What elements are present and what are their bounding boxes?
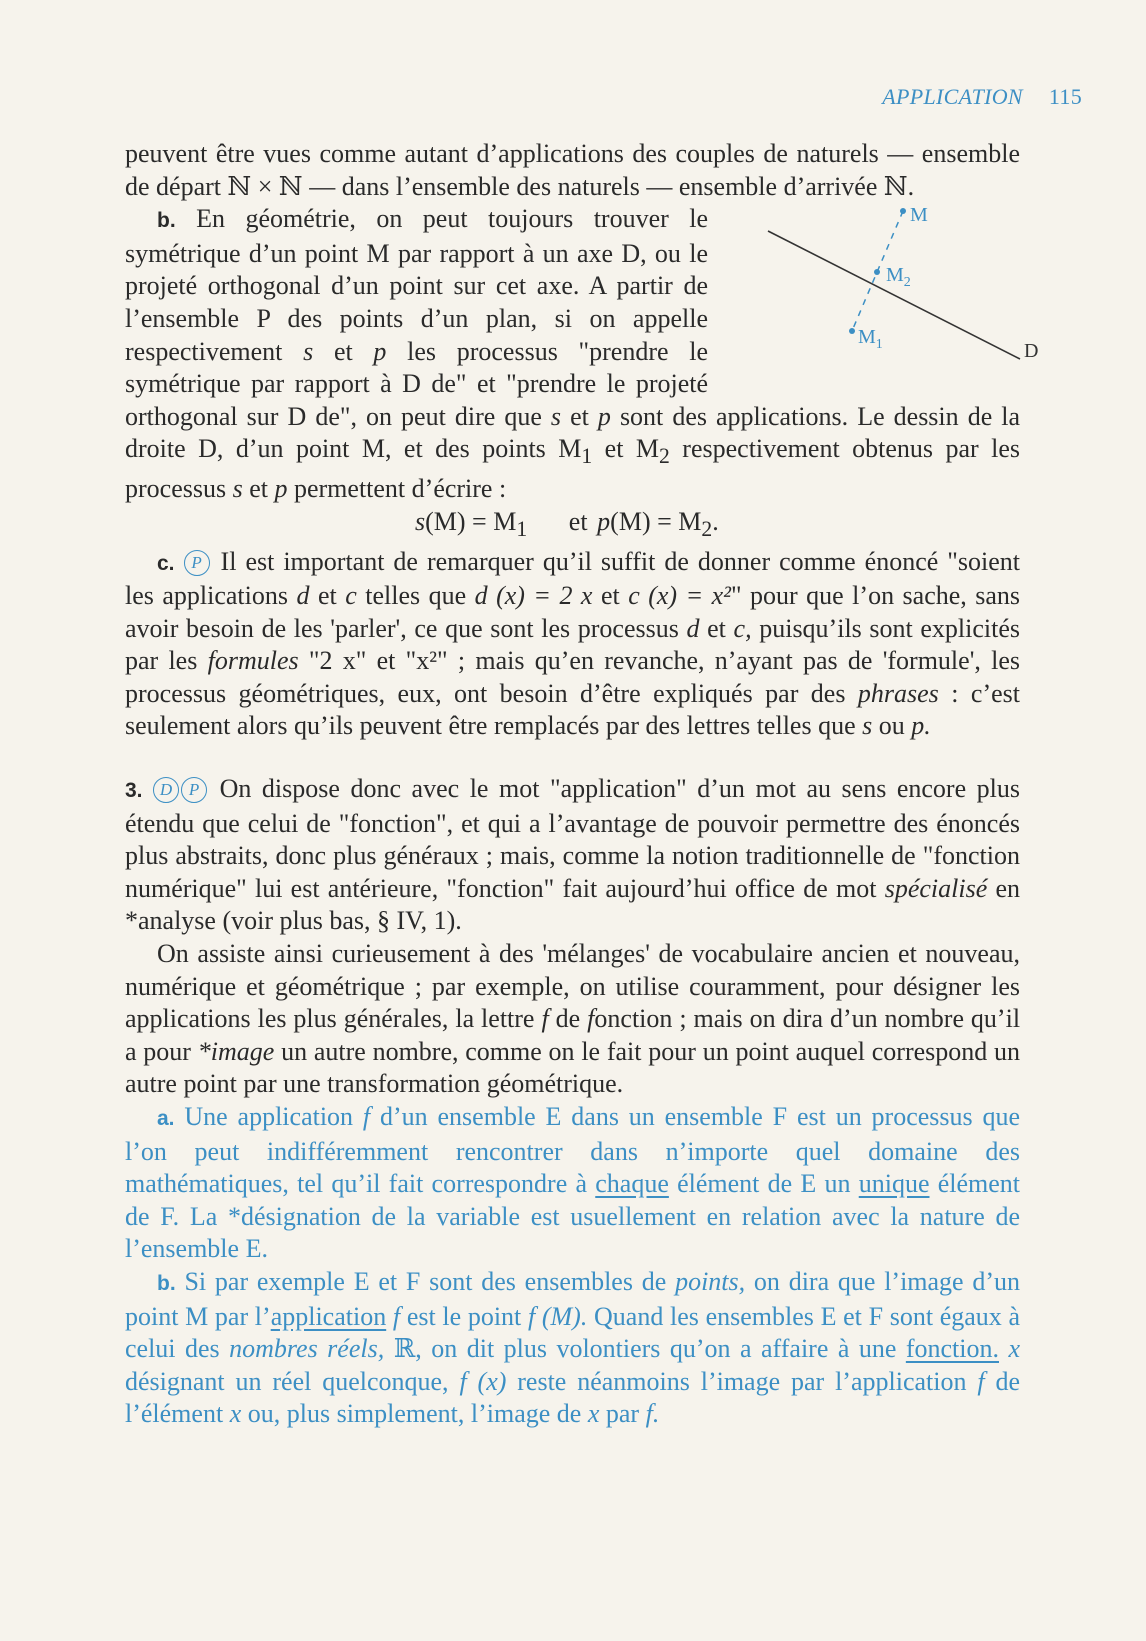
definition-a: a. Une application f d’un ensemble E dans un ensemble F est un processus que l’on peut indifféremment rencontrer dans n’importe quel domaine des mathématiques, tel qu’il fait correspondre à chaque élément de E un unique élément de F. La *désignation de la variable est usuellement en relation avec la nature de l’ensemble E. [125, 1102, 1021, 1264]
link-application[interactable]: application [270, 1301, 387, 1331]
page-body [125, 138, 1039, 1431]
running-header [882, 84, 1082, 110]
item-label: b. [157, 209, 176, 233]
definition-b: b. Si par exemple E et F sont des ensembles de points, on dira que l’image d’un point M par l’application f est le point f (M). Quand les ensembles E et F sont égaux à celui des nombres réels, ℝ, on dit plus volontiers qu’on a affaire à une fonction. x désignant un réel quelconque, f (x) reste néanmoins l’image par l’application f de l’élément x ou, plus simplement, l’image de x par f. [125, 1266, 1021, 1429]
underlined-chaque: chaque [595, 1169, 669, 1199]
point-m2 [874, 269, 880, 275]
link-fonction[interactable]: fonction. [905, 1334, 999, 1364]
label-d: D [1024, 340, 1039, 363]
section-3: 3. D P On dispose donc avec le mot "application" d’un mot au sens encore plus étendu que celui de "fonction", et qui a l’avantage de pouvoir permettre des énoncés plus abstraits, donc plus généraux ; mais, comme la notion traditionnelle de "fonction numérique" lui est antérieure, "fonction" fait aujourd’hui office de mot spécialisé en *analyse (voir plus bas, § IV, 1). [125, 774, 1021, 936]
label-m2: $M_2$ [886, 264, 911, 291]
label-m1: $M_1$ [858, 326, 883, 353]
paragraph-c: c. P Il est important de remarquer qu’il suffit de donner comme énoncé "soient les applications d et c telles que d (x) = 2 x et c (x) = x²" pour que l’on sache, sans avoir besoin de les 'parler', ce que sont les processus d et c, puisqu’ils sont explicités par les formules "2 x" et "x²" ; mais qu’en revanche, n’ayant pas de 'formule', les processus géométriques, eux, ont besoin d’être expliqués par des phrases : c’est seulement alors qu’ils peuvent être remplacés par des lettres telles que s ou p. [125, 546, 1021, 741]
label-m: M [910, 204, 928, 227]
figure-svg [720, 199, 1060, 379]
geometry-figure [720, 199, 1060, 379]
item-label: c. [157, 551, 175, 575]
item-label: a. [157, 1107, 175, 1130]
formula-line: $s(M) = M_1$ et $p(M) = M_2$. [415, 506, 719, 541]
paragraph-assiste: On assiste ainsi curieusement à des 'mélanges' de vocabulaire ancien et nouveau, numérique et géométrique ; par exemple, on utilise couramment, pour désigner les applications les plus générales, la lettre f de fonction ; mais on dira d’un nombre qu’il a pour *image un autre nombre, comme on le fait pour un point auquel correspond un autre point par une transformation géométrique. [125, 939, 1021, 1099]
point-m1 [849, 328, 855, 334]
underlined-unique: unique [858, 1169, 930, 1199]
paragraph-text: peuvent être vues comme autant d’applications des couples de naturels — ensemble de départ ℕ × ℕ — dans l’ensemble des naturels — ensemble d’arrivée ℕ. [125, 139, 1020, 201]
item-label: b. [157, 1271, 176, 1295]
p-circle-icon: P [184, 550, 210, 576]
header-title: APPLICATION [882, 84, 1023, 109]
paragraph-continuation [125, 138, 1020, 203]
axis-line-d [768, 231, 1020, 359]
p-circle-icon: P [181, 777, 207, 803]
point-m [900, 208, 906, 214]
page-number: 115 [1048, 84, 1082, 109]
paragraph-b: b. En géométrie, on peut toujours trouver le symétrique d’un point M par rapport à un axe D, ou le projeté orthogonal d’un point sur cet axe. A partir de l’ensemble P des points d’un plan, si on appelle respectivement s et p les processus "prendre le symétrique par rapport à D de" et "prendre le projeté orthogonal sur D de", on peut dire que s et p sont des applications. Le dessin de la droite D, d’un point M, et des points $M_1$ et $M_2$ respectivement obtenus par les processus s et p permettent d’écrire : $s(M) = M_1$ et $p(M) = M_2$. [125, 203, 1020, 545]
section-number: 3. [125, 779, 143, 803]
d-circle-icon: D [153, 777, 179, 803]
